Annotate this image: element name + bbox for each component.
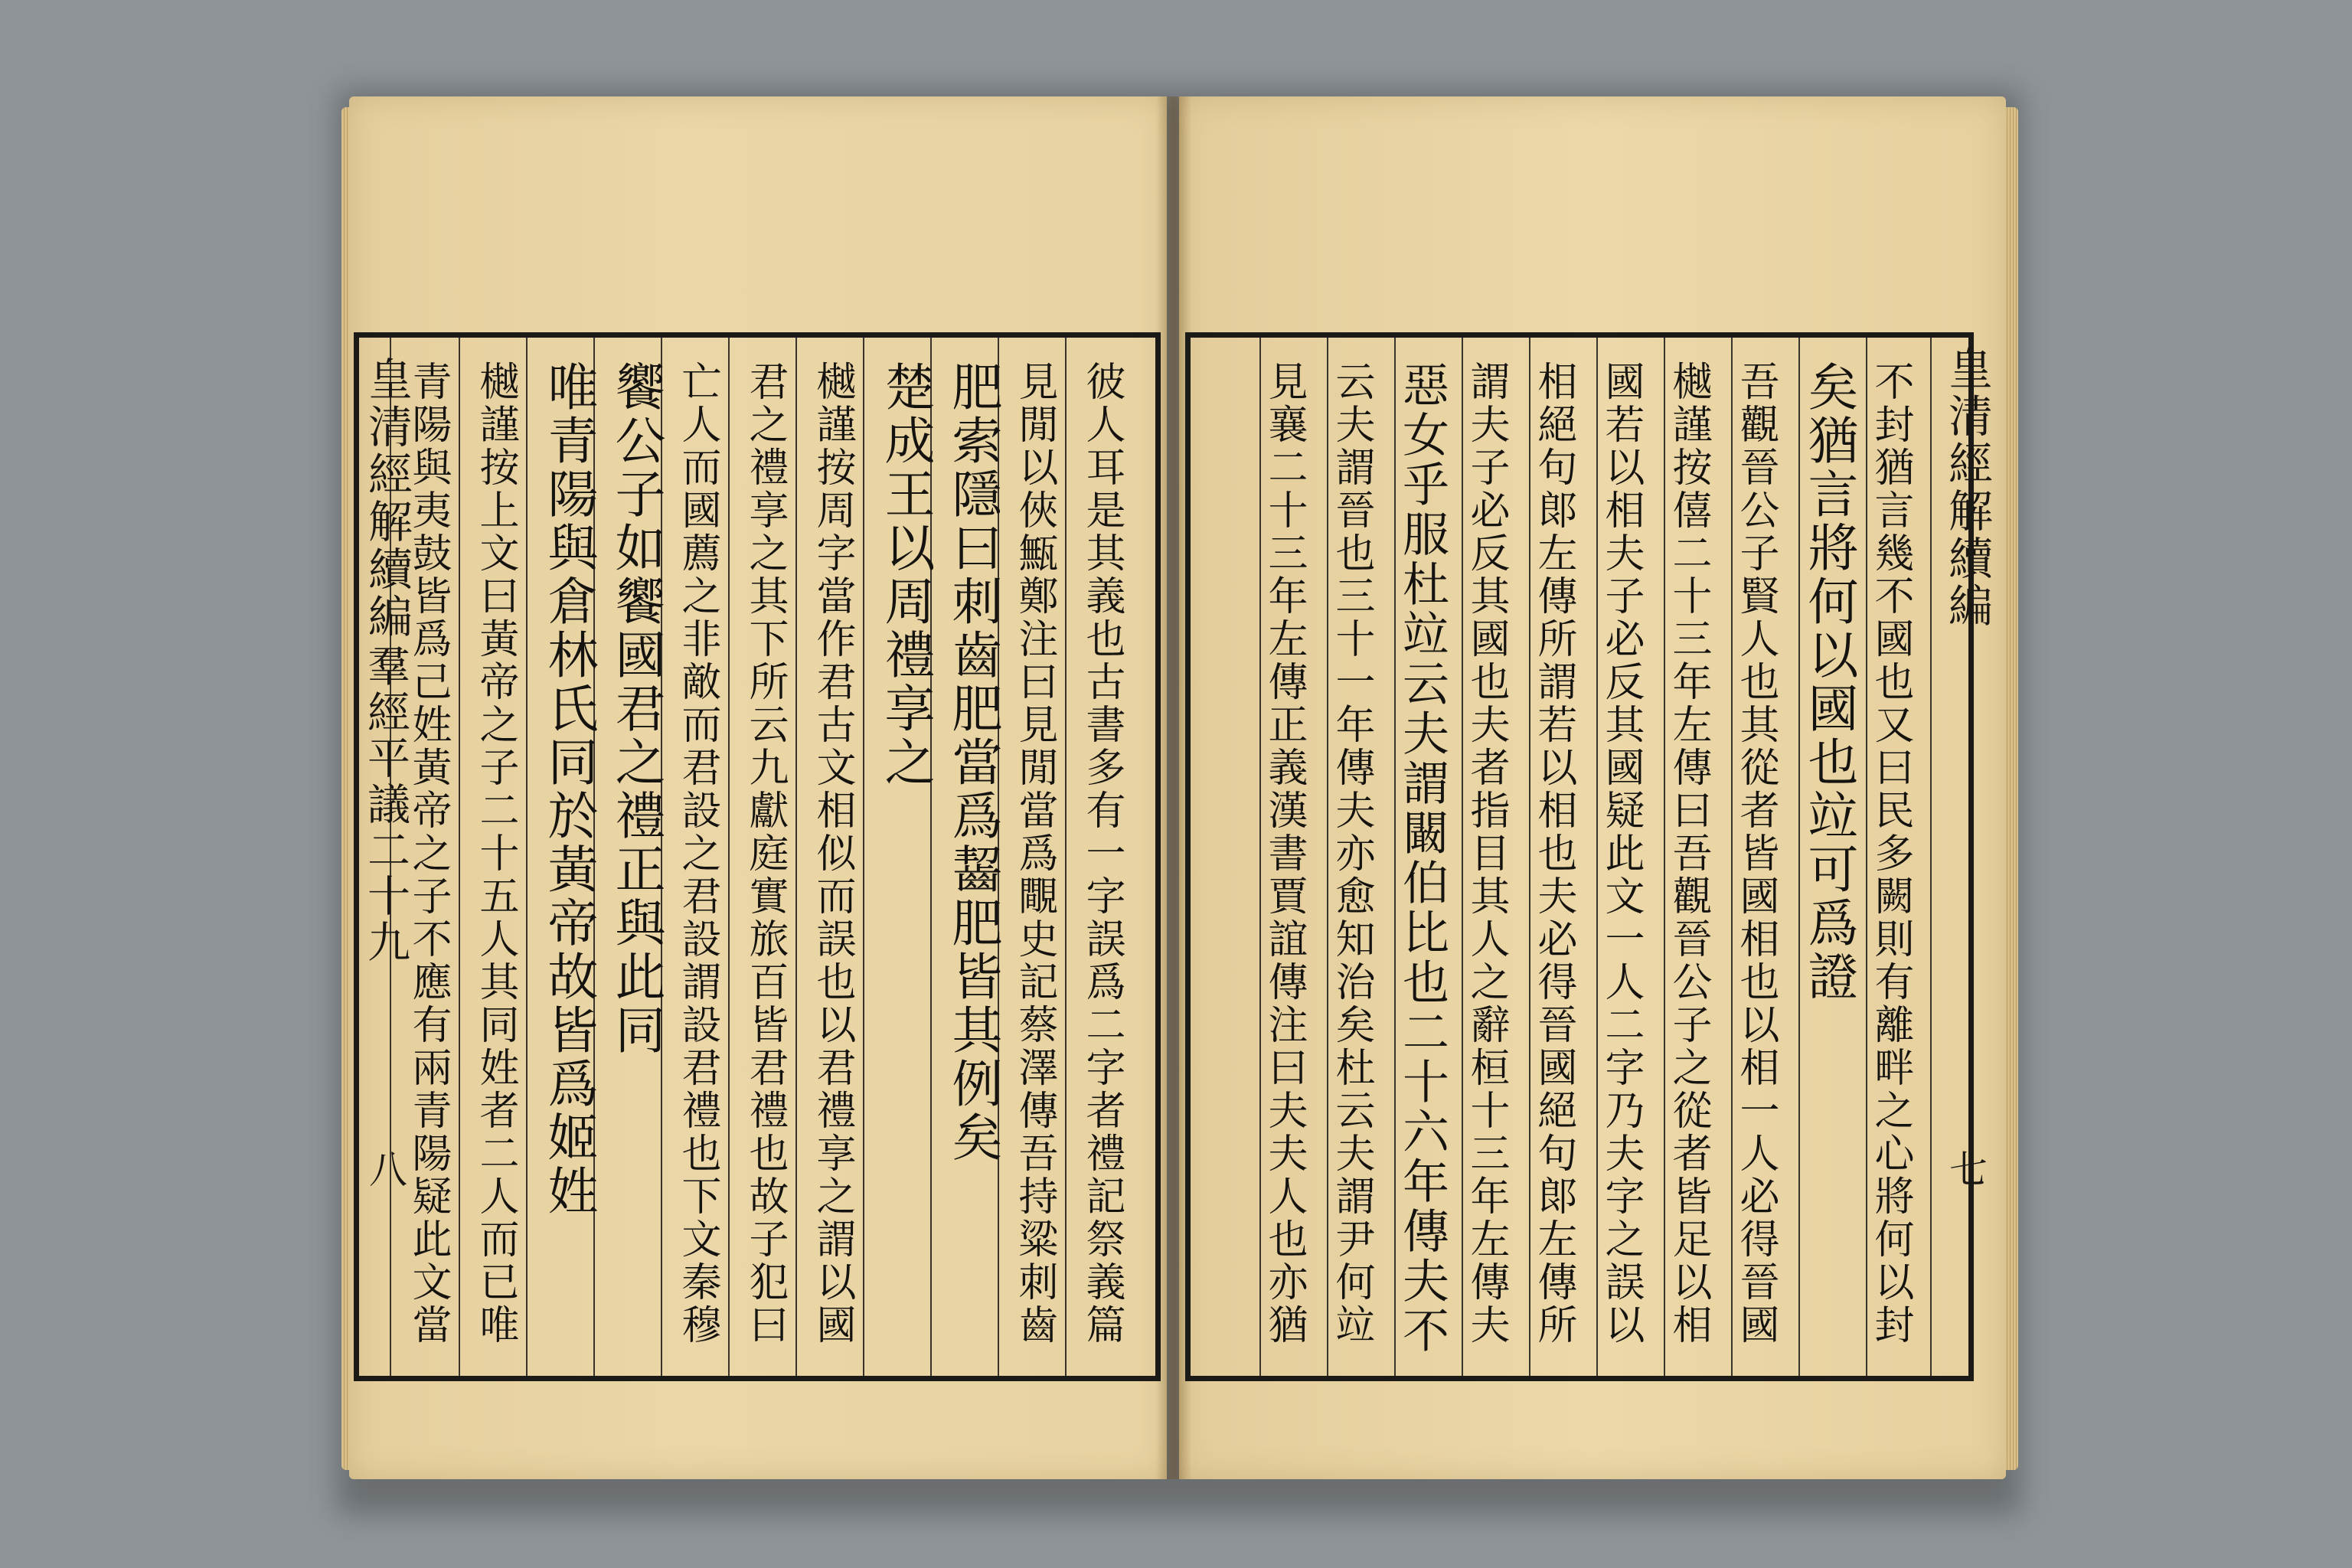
text-column: 饗公子如饗國君之禮正與此同 [606,361,665,1057]
left-section-title: 羣經平議二十九 [361,644,410,965]
text-column: 彼人耳是其義也古書多有一字誤爲二字者禮記祭義篇 [1079,361,1125,1347]
text-column: 吾觀晉公子賢人也其從者皆國相也以相一人必得晉國 [1733,361,1779,1347]
column-rule [728,338,730,1376]
text-column: 亡人而國薦之非敵而君設之君設謂設君禮也下文秦穆 [675,361,720,1347]
left-text-frame [354,332,1161,1381]
right-text-frame [1185,332,1993,1381]
left-book-title: 皇清經解續編 [361,356,413,641]
text-column: 謂夫子必反其國也夫者指目其人之辭桓十三年左傳夫 [1463,361,1509,1347]
column-rule [1930,338,1932,1376]
text-column: 不封猶言幾不國也又曰民多闕則有離畔之心將何以封 [1867,361,1913,1347]
text-column: 國若以相夫子必反其國疑此文一人二字乃夫字之誤以 [1598,361,1644,1347]
text-column: 肥索隱曰刺齒肥當爲齧肥皆其例矣 [943,361,1002,1165]
text-column: 樾謹按僖二十三年左傳曰吾觀晉公子之從者皆足以相 [1665,361,1711,1347]
column-rule [795,338,797,1376]
text-column: 見閒以俠甒鄭注曰見閒當爲覸史記蔡澤傳吾持粱刺齒 [1011,361,1057,1347]
text-column: 唯青陽與倉林氏同於黃帝故皆爲姬姓 [539,361,598,1218]
column-rule [459,338,460,1376]
right-book-title: 皇清經解續編 [1941,345,1993,630]
text-column: 矣猶言將何以國也竝可爲證 [1799,361,1858,1004]
text-column: 云夫謂晉也三十一年傳夫亦愈知治矣杜云夫謂尹何竝 [1328,361,1374,1347]
text-column: 相絕句郞左傳所謂若以相也夫必得晉國絕句郞左傳所 [1530,361,1576,1347]
column-rule [863,338,864,1376]
right-leaf-number: 七 [1943,1149,1988,1191]
text-column: 樾謹按上文曰黃帝之子二十五人其同姓者二人而已唯 [472,361,518,1347]
column-rule [526,338,528,1376]
left-leaf-number: 八 [363,1149,407,1191]
text-column: 楚成王以周禮享之 [876,361,935,789]
text-column: 青陽與夷鼓皆爲己姓黃帝之子不應有兩青陽疑此文當 [405,361,451,1347]
text-column: 見襄二十三年左傳正義漢書賈誼傳注曰夫夫人也亦猶 [1261,361,1307,1347]
text-column: 君之禮享之其下所云九獻庭實旅百皆君禮也故子犯曰 [742,361,788,1347]
text-column: 惡女乎服杜竝云夫謂闞伯比也二十六年傳夫不 [1395,361,1449,1356]
text-column: 樾謹按周字當作君古文相似而誤也以君禮享之謂以國 [809,361,855,1347]
column-rule [1065,338,1067,1376]
